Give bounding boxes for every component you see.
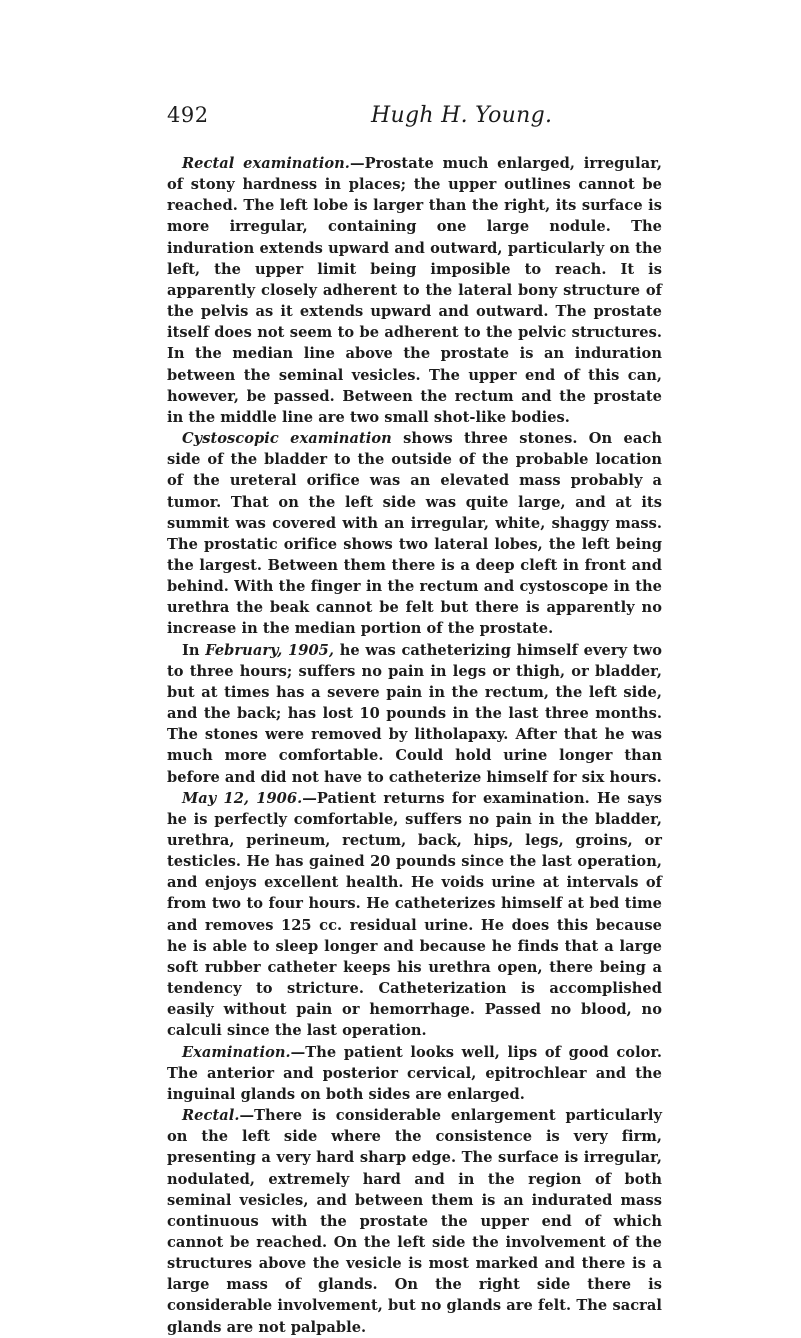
- paragraph-lead: Rectal.: [182, 1107, 240, 1125]
- page-header: [167, 103, 667, 133]
- paragraph-lead: May 12, 1906.: [182, 789, 303, 807]
- page-number: 492: [167, 103, 209, 127]
- paragraph-rectal: [167, 1105, 662, 1338]
- paragraph-text: he was catheterizing himself every two to three hours; suffers no pain in legs or thigh, or bladder, but at times has a severe pain in the rectum, the left side, and the back; has lost 10 pounds in the last three months. The stones were removed by litholapaxy. After that he was much more comfortable. Could hold urine longer than before and did not have to catheterize himself for six hours.: [167, 641, 662, 786]
- paragraph-text: —Patient returns for examination. He says he is perfectly comfortable, suffers no pain in the bladder, urethra, perineum, rectum, back, hips, legs, groins, or testicles. He has gained 20 pounds since the last operation, and enjoys excellent health. He voids urine at intervals of from two to four hours. He catheterizes himself at bed time and removes 125 cc. residual urine. He does this because he is able to sleep longer and because he finds that a large soft rubber catheter keeps his urethra open, there being a tendency to stricture. Catheterization is accomplished easily without pain or hemorrhage. Passed no blood, no calculi since the last operation.: [167, 789, 662, 1040]
- paragraph-february-1905: [167, 640, 662, 788]
- paragraph-may-1906: [167, 788, 662, 1042]
- running-head: Hugh H. Young.: [371, 103, 553, 128]
- paragraph-lead: February, 1905,: [205, 641, 334, 659]
- paragraph-text: shows three stones. On each side of the bladder to the outside of the probable location of the ureteral orifice was an elevated mass probably a tumor. That on the left side was quite large, and at its summit was covered with an irregular, white, shaggy mass. The prostatic orifice shows two lateral lobes, the left being the largest. Between them there is a deep cleft in front and behind. With the finger in the rectum and cystoscope in the urethra the beak cannot be felt but there is apparently no increase in the median portion of the prostate.: [167, 430, 662, 638]
- paragraph-examination: [167, 1042, 662, 1105]
- body-text: [167, 153, 662, 1338]
- paragraph-cystoscopic-examination: [167, 428, 662, 640]
- paragraph-lead: Rectal examination.: [182, 155, 350, 172]
- paragraph-text: —Prostate much enlarged, irregular, of stony hardness in places; the upper outlines cannot be reached. The left lobe is larger than the right, its surface is more irregular, containing one large nodule. The induration extends upward and outward, particularly on the left, the upper limit being imposible to reach. It is apparently closely adherent to the lateral bony structure of the pelvis as it extends upward and outward. The prostate itself does not seem to be adherent to the pelvic structures. In the median line above the prostate is an induration between the seminal vesicles. The upper end of this can, however, be passed. Between the rectum and the prostate in the middle line are two small shot-like bodies.: [167, 155, 663, 426]
- paragraph-lead: Cystoscopic examination: [182, 430, 392, 448]
- paragraph-text: —There is considerable enlargement particularly on the left side where the consistence is very firm, presenting a very hard sharp edge. The surface is irregular, nodulated, extremely hard and in the region of both seminal vesicles, and between them is an indurated mass continuous with the prostate the upper end of which cannot be reached. On the left side the involvement of the structures above the vesicle is most marked and there is a large mass of glands. On the right side there is considerable involvement, but no glands are felt. The sacral glands are not palpable.: [167, 1107, 662, 1336]
- paragraph-rectal-examination: [167, 153, 662, 428]
- paragraph-text: —The patient looks well, lips of good color. The anterior and posterior cervical, epitrochlear and the inguinal glands on both sides are enlarged.: [167, 1043, 662, 1103]
- paragraph-lead: Examination.: [182, 1043, 291, 1061]
- paragraph-pre: In: [182, 641, 206, 659]
